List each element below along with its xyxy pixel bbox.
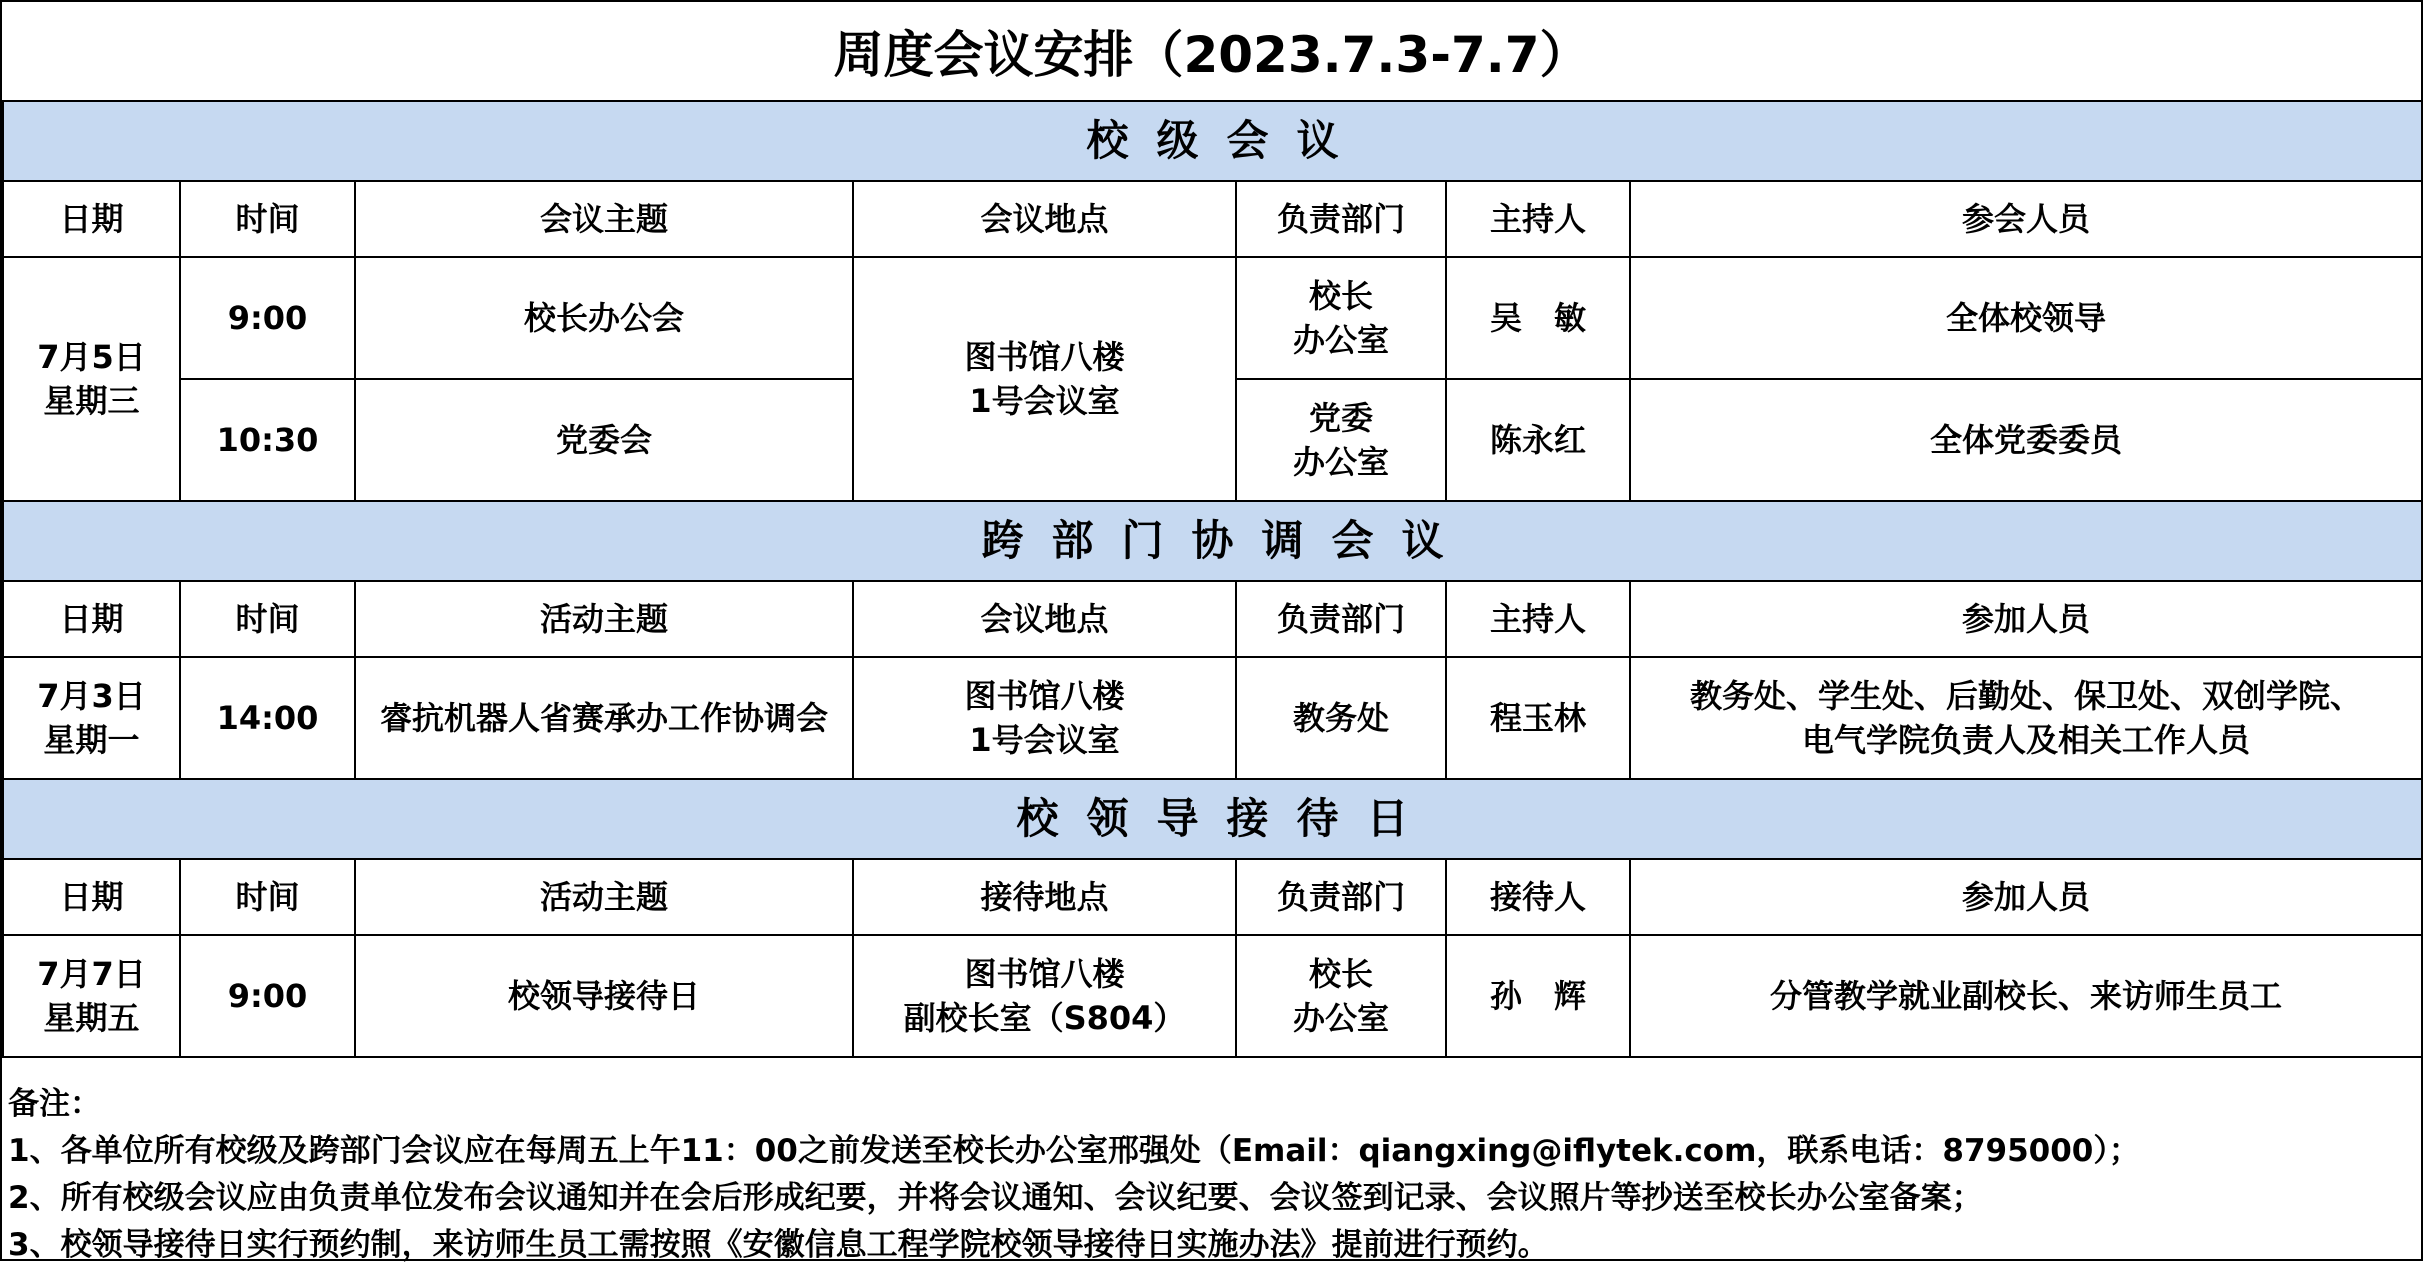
header-dept: 负责部门: [1236, 181, 1446, 257]
dept-cell: 校长 办公室: [1236, 257, 1446, 379]
dept-cell: 教务处: [1236, 657, 1446, 779]
location-cell: 图书馆八楼 1号会议室: [853, 257, 1236, 501]
header-location: 会议地点: [853, 581, 1236, 657]
table-row: [3, 257, 2422, 379]
section-heading-cross-dept: 跨部门协调会议: [3, 501, 2422, 581]
header-date: 日期: [3, 581, 180, 657]
host-cell: 程玉林: [1446, 657, 1630, 779]
header-attendees: 参加人员: [1630, 859, 2422, 935]
header-date: 日期: [3, 181, 180, 257]
schedule-table: [2, 100, 2423, 1058]
date-cell: 7月3日 星期一: [3, 657, 180, 779]
notes-label: 备注：: [8, 1086, 101, 1122]
header-time: 时间: [180, 581, 355, 657]
time-cell: 14:00: [180, 657, 355, 779]
date-cell: 7月7日 星期五: [3, 935, 180, 1057]
location-cell: 图书馆八楼 1号会议室: [853, 657, 1236, 779]
header-topic: 活动主题: [355, 581, 853, 657]
host-cell: 孙 辉: [1446, 935, 1630, 1057]
note-item: 3、校领导接待日实行预约制，来访师生员工需按照《安徽信息工程学院校领导接待日实施办法》提前进行预约。: [8, 1227, 1549, 1263]
date-cell: 7月5日 星期三: [3, 257, 180, 501]
section-heading-reception-day: 校领导接待日: [3, 779, 2422, 859]
topic-cell: 校领导接待日: [355, 935, 853, 1057]
attendees-cell: 分管教学就业副校长、来访师生员工: [1630, 935, 2422, 1057]
header-location: 会议地点: [853, 181, 1236, 257]
table-row: [3, 657, 2422, 779]
note-item: 2、所有校级会议应由负责单位发布会议通知并在会后形成纪要，并将会议通知、会议纪要、会议签到记录、会议照片等抄送至校长办公室备案；: [8, 1180, 1983, 1216]
location-cell: 图书馆八楼 副校长室（S804）: [853, 935, 1236, 1057]
header-attendees: 参会人员: [1630, 181, 2422, 257]
time-cell: 10:30: [180, 379, 355, 501]
attendees-cell: 全体党委委员: [1630, 379, 2422, 501]
header-host: 主持人: [1446, 581, 1630, 657]
time-cell: 9:00: [180, 257, 355, 379]
topic-cell: 睿抗机器人省赛承办工作协调会: [355, 657, 853, 779]
header-attendees: 参加人员: [1630, 581, 2422, 657]
header-dept: 负责部门: [1236, 581, 1446, 657]
header-dept: 负责部门: [1236, 859, 1446, 935]
header-host: 接待人: [1446, 859, 1630, 935]
host-cell: 吴 敏: [1446, 257, 1630, 379]
dept-cell: 校长 办公室: [1236, 935, 1446, 1057]
header-host: 主持人: [1446, 181, 1630, 257]
header-location: 接待地点: [853, 859, 1236, 935]
header-time: 时间: [180, 859, 355, 935]
topic-cell: 党委会: [355, 379, 853, 501]
header-topic: 会议主题: [355, 181, 853, 257]
header-date: 日期: [3, 859, 180, 935]
host-cell: 陈永红: [1446, 379, 1630, 501]
time-cell: 9:00: [180, 935, 355, 1057]
notes-block: [2, 1061, 2421, 1263]
dept-cell: 党委 办公室: [1236, 379, 1446, 501]
attendees-cell: 全体校领导: [1630, 257, 2422, 379]
section-heading-school-meetings: 校级会议: [3, 101, 2422, 181]
topic-cell: 校长办公会: [355, 257, 853, 379]
header-time: 时间: [180, 181, 355, 257]
table-row: [3, 935, 2422, 1057]
header-topic: 活动主题: [355, 859, 853, 935]
attendees-cell: 教务处、学生处、后勤处、保卫处、双创学院、 电气学院负责人及相关工作人员: [1630, 657, 2422, 779]
note-item: 1、各单位所有校级及跨部门会议应在每周五上午11：00之前发送至校长办公室邢强处（Email：qiangxing@iflytek.com，联系电话：8795000）；: [8, 1133, 2140, 1169]
page-title: 周度会议安排（2023.7.3-7.7）: [2, 2, 2421, 102]
